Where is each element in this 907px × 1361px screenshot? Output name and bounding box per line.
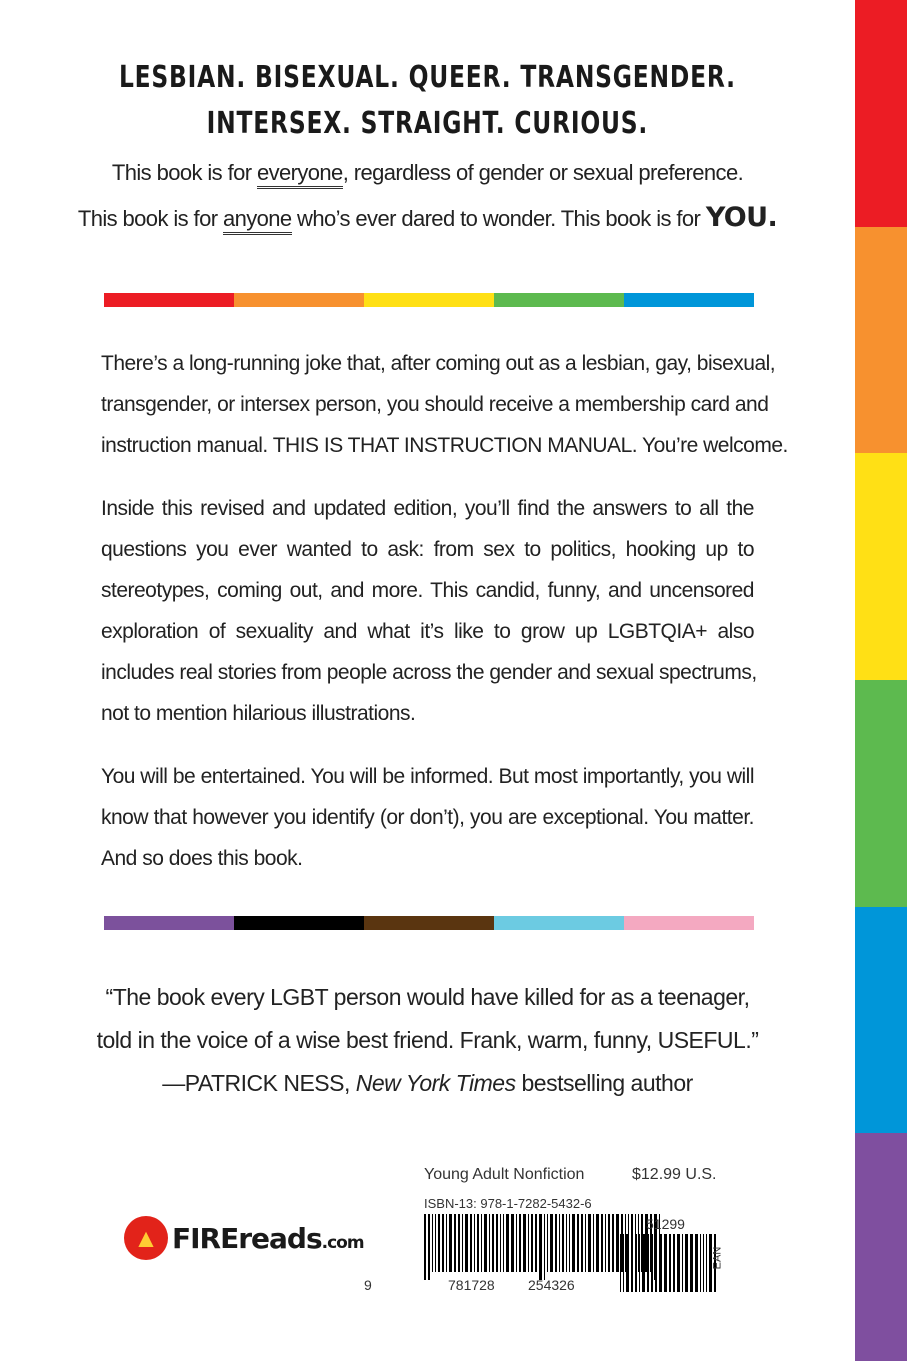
side-stripe-segment xyxy=(855,227,907,455)
barcode-bar xyxy=(655,1234,657,1292)
barcode-bar xyxy=(608,1214,610,1272)
paragraph-line: includes real stories from people across the gender and sexual spectrums, xyxy=(101,661,757,684)
barcode-bar xyxy=(682,1234,683,1292)
barcode-bar xyxy=(690,1234,693,1292)
barcode-bar xyxy=(581,1214,583,1272)
paragraph-line: not to mention hilarious illustrations. xyxy=(101,702,416,725)
barcode-bar xyxy=(516,1214,517,1272)
divider-segment xyxy=(234,916,364,930)
you-emphasis: YOU. xyxy=(705,202,778,233)
barcode-bar xyxy=(500,1214,501,1272)
divider-segment xyxy=(494,293,624,307)
barcode-bar xyxy=(669,1234,671,1292)
barcode-digits-1: 781728 xyxy=(448,1277,495,1293)
barcode-bar xyxy=(706,1234,707,1292)
tagline-2 xyxy=(0,202,855,233)
divider-segment xyxy=(234,293,364,307)
paragraph-line: And so does this book. xyxy=(101,847,303,870)
divider-segment xyxy=(104,916,234,930)
barcode-bar xyxy=(620,1234,621,1292)
barcode-bar xyxy=(631,1234,633,1292)
barcode-bar xyxy=(685,1234,688,1292)
paragraph-line: exploration of sexuality and what it’s like to grow up LGBTQIA+ also xyxy=(101,620,754,643)
barcode-bar xyxy=(700,1234,701,1292)
divider-segment xyxy=(624,293,754,307)
barcode-bar xyxy=(449,1214,452,1272)
addon-digits: 51299 xyxy=(646,1216,685,1232)
barcode-lead-digit: 9 xyxy=(364,1277,372,1293)
barcode-bar xyxy=(585,1214,586,1272)
quote-line-1: “The book every LGBT person would have killed for as a teenager, xyxy=(105,984,750,1010)
barcode-bar xyxy=(458,1214,460,1272)
barcode-bar xyxy=(569,1214,570,1272)
paragraph-line: There’s a long-running joke that, after coming out as a lesbian, gay, bisexual, xyxy=(101,352,776,375)
barcode-bar xyxy=(577,1214,579,1272)
barcode-bar xyxy=(588,1214,591,1272)
barcode-bar xyxy=(481,1214,482,1272)
barcode-bar xyxy=(612,1214,614,1272)
barcode-bar xyxy=(489,1214,490,1272)
paragraph-line: stereotypes, coming out, and more. This candid, funny, and uncensored xyxy=(101,579,754,602)
barcode-bar xyxy=(703,1234,704,1292)
divider-segment xyxy=(104,293,234,307)
text: This book is for xyxy=(111,160,257,185)
barcode-bar xyxy=(605,1214,606,1272)
barcode-digits-2: 254326 xyxy=(528,1277,575,1293)
barcode-bar xyxy=(593,1214,594,1272)
quote-line-2: told in the voice of a wise best friend. Frank, warm, funny, USEFUL.” xyxy=(96,1027,759,1053)
headline-line-1: LESBIAN. BISEXUAL. QUEER. TRANSGENDER. xyxy=(118,60,736,95)
barcode-bar xyxy=(523,1214,526,1272)
publisher-logo xyxy=(124,1216,364,1260)
barcode-bar xyxy=(695,1234,698,1292)
underlined-word: anyone xyxy=(223,206,292,235)
barcode-bar xyxy=(496,1214,498,1272)
barcode-bar xyxy=(562,1214,564,1272)
barcode-bar xyxy=(601,1214,603,1272)
barcode-bar xyxy=(639,1234,640,1292)
barcode-bar xyxy=(677,1234,680,1292)
divider-segment xyxy=(624,916,754,930)
barcode-bar xyxy=(484,1214,487,1272)
addon-barcode xyxy=(620,1234,718,1292)
barcode-bar xyxy=(506,1214,509,1272)
barcode-bar xyxy=(442,1214,444,1272)
barcode-bar xyxy=(465,1214,468,1272)
side-stripe-segment xyxy=(855,0,907,228)
publisher-suffix: .com xyxy=(321,1232,364,1253)
barcode-bar xyxy=(547,1214,548,1272)
ean-label: EAN xyxy=(711,1246,724,1270)
barcode-bar xyxy=(623,1234,624,1292)
text: who’s ever dared to wonder. This book is for xyxy=(291,206,706,231)
barcode-bar xyxy=(572,1214,575,1272)
barcode-bar xyxy=(432,1214,433,1272)
isbn: ISBN-13: 978-1-7282-5432-6 xyxy=(424,1196,592,1211)
divider-segment xyxy=(364,916,494,930)
headline-line-2: INTERSEX. STRAIGHT. CURIOUS. xyxy=(206,106,649,141)
barcode-bar xyxy=(664,1234,667,1292)
barcode-bar xyxy=(616,1214,619,1272)
barcode-bar xyxy=(651,1234,653,1292)
barcode-bar xyxy=(550,1214,553,1272)
barcode-bar xyxy=(446,1214,447,1272)
barcode-bar xyxy=(647,1234,649,1292)
text: bestselling author xyxy=(515,1070,693,1096)
side-stripe-segment xyxy=(855,907,907,1135)
side-stripe-segment xyxy=(855,680,907,908)
barcode-bar xyxy=(635,1234,637,1292)
barcode-bar xyxy=(673,1234,675,1292)
paragraph-line: You will be entertained. You will be informed. But most importantly, you will xyxy=(101,765,754,788)
category: Young Adult Nonfiction xyxy=(424,1166,585,1183)
barcode-bar xyxy=(531,1214,533,1272)
barcode-bar xyxy=(566,1214,567,1272)
barcode-bar xyxy=(462,1214,463,1272)
publication: New York Times xyxy=(355,1070,516,1096)
barcode-bar xyxy=(428,1214,430,1280)
text: —PATRICK NESS, xyxy=(162,1070,356,1096)
underlined-word: everyone xyxy=(257,160,343,189)
price: $12.99 U.S. xyxy=(632,1166,717,1183)
barcode-bar xyxy=(528,1214,529,1272)
paragraph-line: questions you ever wanted to ask: from sex to politics, hooking up to xyxy=(101,538,754,561)
barcode-bar xyxy=(659,1234,662,1292)
paragraph-line: transgender, or intersex person, you should receive a membership card and xyxy=(101,393,769,416)
text: , regardless of gender or sexual preference. xyxy=(342,160,744,185)
barcode-bar xyxy=(492,1214,494,1272)
barcode-bar xyxy=(470,1214,472,1272)
side-stripe-segment xyxy=(855,453,907,681)
barcode-bar xyxy=(454,1214,456,1272)
barcode-bar xyxy=(642,1234,645,1292)
side-stripe-segment xyxy=(855,1133,907,1361)
barcode-bar xyxy=(544,1214,545,1280)
quote-attribution xyxy=(0,1070,855,1097)
paragraph-line: instruction manual. THIS IS THAT INSTRUCTION MANUAL. You’re welcome. xyxy=(101,434,788,457)
barcode-bar xyxy=(438,1214,440,1272)
barcode-bar xyxy=(477,1214,479,1272)
barcode-bar xyxy=(535,1214,537,1272)
tagline-1 xyxy=(0,160,855,186)
barcode-bar xyxy=(626,1234,629,1292)
paragraph-line: know that however you identify (or don’t), you are exceptional. You matter. xyxy=(101,806,754,829)
rainbow-divider-bottom xyxy=(104,916,754,930)
barcode-bar xyxy=(555,1214,557,1272)
barcode-bar xyxy=(559,1214,560,1272)
barcode-bar xyxy=(519,1214,521,1272)
text: This book is for xyxy=(77,206,223,231)
barcode-bar xyxy=(424,1214,426,1280)
barcode-bar xyxy=(435,1214,436,1272)
divider-segment xyxy=(364,293,494,307)
rainbow-divider-top xyxy=(104,293,754,307)
barcode-bar xyxy=(596,1214,599,1272)
barcode-bar xyxy=(474,1214,475,1272)
barcode-bar xyxy=(503,1214,504,1272)
barcode-bar xyxy=(539,1214,542,1280)
publisher-name: FIREreads xyxy=(172,1221,322,1255)
divider-segment xyxy=(494,916,624,930)
barcode-bar xyxy=(511,1214,514,1272)
flame-icon: ▲ xyxy=(124,1216,168,1260)
paragraph-line: Inside this revised and updated edition, you’ll find the answers to all the xyxy=(101,497,754,520)
